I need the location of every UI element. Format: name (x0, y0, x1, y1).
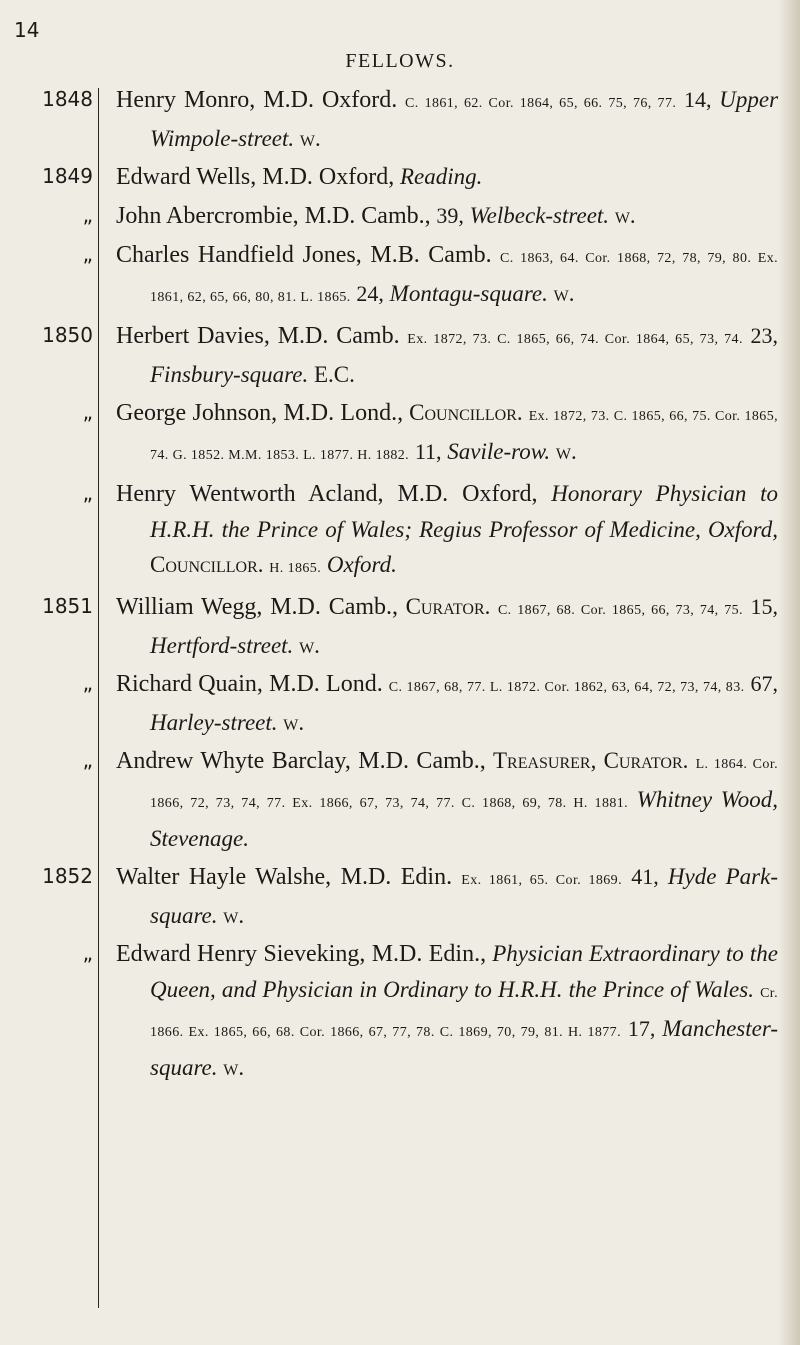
entry-record: C. 1867, 68. Cor. 1865, 66, 73, 74, 75. (497, 603, 743, 618)
entry-name: Charles Handfield Jones, M.B. Camb. (116, 242, 492, 268)
entry-number: 41, (631, 864, 659, 889)
entry-record: Ex. 1872, 73. C. 1865, 66, 75. Cor. 1865, 74. G. 1852. M.M. 1853. L. 1877. H. 1882. (150, 409, 779, 463)
list-item (0, 82, 778, 156)
entry-record: C. 1863, 64. Cor. 1868, 72, 78, 79, 80. Ex. 1861, 62, 65, 66, 80, 81. L. 1865. (150, 251, 778, 305)
entry-year: „ (82, 671, 93, 695)
entry-address: Hyde Park-square. (150, 864, 778, 928)
entry-year: 1850 (42, 323, 93, 347)
entry-record: Ex. 1861, 65. Cor. 1869. (461, 873, 622, 888)
entry-record: H. 1865. (269, 561, 322, 576)
entry-year: „ (82, 400, 93, 424)
entry-number: 39, (436, 203, 464, 228)
entry-address: Savile-row. (447, 439, 551, 464)
entry-district: w. (614, 203, 636, 228)
entry-district: w. (299, 633, 320, 658)
entry-name: Walter Hayle Walshe, M.D. Edin. (116, 864, 453, 890)
list-item (0, 198, 778, 234)
entry-name: Edward Henry Sieveking, M.D. Edin., (116, 941, 487, 967)
entry-record: C. 1861, 62. Cor. 1864, 65, 66. 75, 76, 77. (405, 96, 677, 111)
list-item (0, 318, 778, 392)
entry-number: 24, (356, 281, 384, 306)
entry-year: 1848 (42, 87, 93, 111)
entry-address: Whitney Wood, Stevenage. (150, 787, 779, 851)
page-number: 14 (14, 18, 40, 42)
entry-year: 1851 (42, 594, 93, 618)
entry-district: w. (553, 281, 575, 306)
entry-year: „ (82, 481, 93, 505)
list-item (0, 237, 778, 315)
entry-address: Manchester-square. (150, 1016, 779, 1080)
list-item (0, 936, 778, 1085)
entry-office: Curator. (405, 594, 491, 619)
entry-name: Edward Wells, M.D. Oxford, (116, 164, 395, 190)
page-edge (778, 0, 800, 1345)
entry-number: 15, (750, 594, 779, 619)
entry-district: w. (223, 1055, 245, 1080)
list-item (0, 666, 778, 740)
entry-district: w. (283, 710, 305, 735)
entry-name: Richard Quain, M.D. Lond. (116, 671, 383, 697)
entry-address: Reading. (400, 164, 483, 189)
entry-district: E.C. (313, 362, 355, 387)
entry-name: Henry Monro, M.D. Oxford. (116, 87, 398, 113)
list-item (0, 476, 778, 586)
entry-number: 17, (627, 1016, 656, 1041)
entry-title: Honorary Physician to H.R.H. the Prince of Wales; Regius Professor of Medicine, Oxford, (150, 481, 778, 542)
entry-address: Upper Wimpole-street. (150, 87, 779, 151)
list-item (0, 395, 778, 473)
entry-address: Hertford-street. (150, 633, 294, 658)
entry-year: 1849 (42, 164, 93, 188)
entry-year: „ (82, 242, 93, 266)
entry-name: William Wegg, M.D. Camb., (116, 594, 399, 620)
entry-name: John Abercrombie, M.D. Camb., (116, 203, 431, 229)
fellows-list (0, 82, 778, 1088)
list-item (0, 589, 778, 663)
entry-number: 11, (414, 439, 442, 464)
entry-name: George Johnson, M.D. Lond., (116, 400, 404, 426)
entry-address: Finsbury-square. (150, 362, 309, 387)
list-item (0, 743, 778, 856)
entry-office: Councillor. (150, 552, 264, 577)
entry-year: „ (82, 941, 93, 965)
entry-address: Oxford. (326, 552, 397, 577)
list-item (0, 859, 778, 933)
entry-record: Ex. 1872, 73. C. 1865, 66, 74. Cor. 1864, 65, 73, 74. (407, 332, 743, 347)
entry-address: Harley-street. (150, 710, 278, 735)
entry-office: Councillor. (409, 400, 523, 425)
entry-name: Andrew Whyte Barclay, M.D. Camb., (116, 748, 486, 774)
entry-address: Montagu-square. (389, 281, 548, 306)
entry-year: „ (82, 203, 93, 227)
entry-record: L. 1864. Cor. 1866, 72, 73, 74, 77. Ex. 1866, 67, 73, 74, 77. C. 1868, 69, 78. H. 1881. (150, 757, 779, 811)
entry-district: w. (555, 439, 577, 464)
entry-district: w. (299, 126, 321, 151)
entry-year: „ (82, 748, 93, 772)
running-head: FELLOWS. (345, 50, 455, 72)
entry-office: Treasurer, Curator. (492, 748, 689, 773)
entry-name: Henry Wentworth Acland, M.D. Oxford, (116, 481, 538, 507)
entry-name: Herbert Davies, M.D. Camb. (116, 323, 400, 349)
entry-record: Cr. 1866. Ex. 1865, 66, 68. Cor. 1866, 67, 77, 78. C. 1869, 70, 79, 81. H. 1877. (150, 986, 778, 1040)
entry-district: w. (223, 903, 245, 928)
entry-number: 23, (750, 323, 778, 348)
entry-number: 14, (684, 87, 712, 112)
entry-year: 1852 (42, 864, 93, 888)
list-item (0, 159, 778, 195)
entry-address: Welbeck-street. (469, 203, 610, 228)
entry-title: Physician Extraordinary to the Queen, and Physician in Ordinary to H.R.H. the Prince of Wales. (150, 941, 778, 1002)
entry-record: C. 1867, 68, 77. L. 1872. Cor. 1862, 63, 64, 72, 73, 74, 83. (388, 680, 745, 695)
entry-number: 67, (750, 671, 779, 696)
